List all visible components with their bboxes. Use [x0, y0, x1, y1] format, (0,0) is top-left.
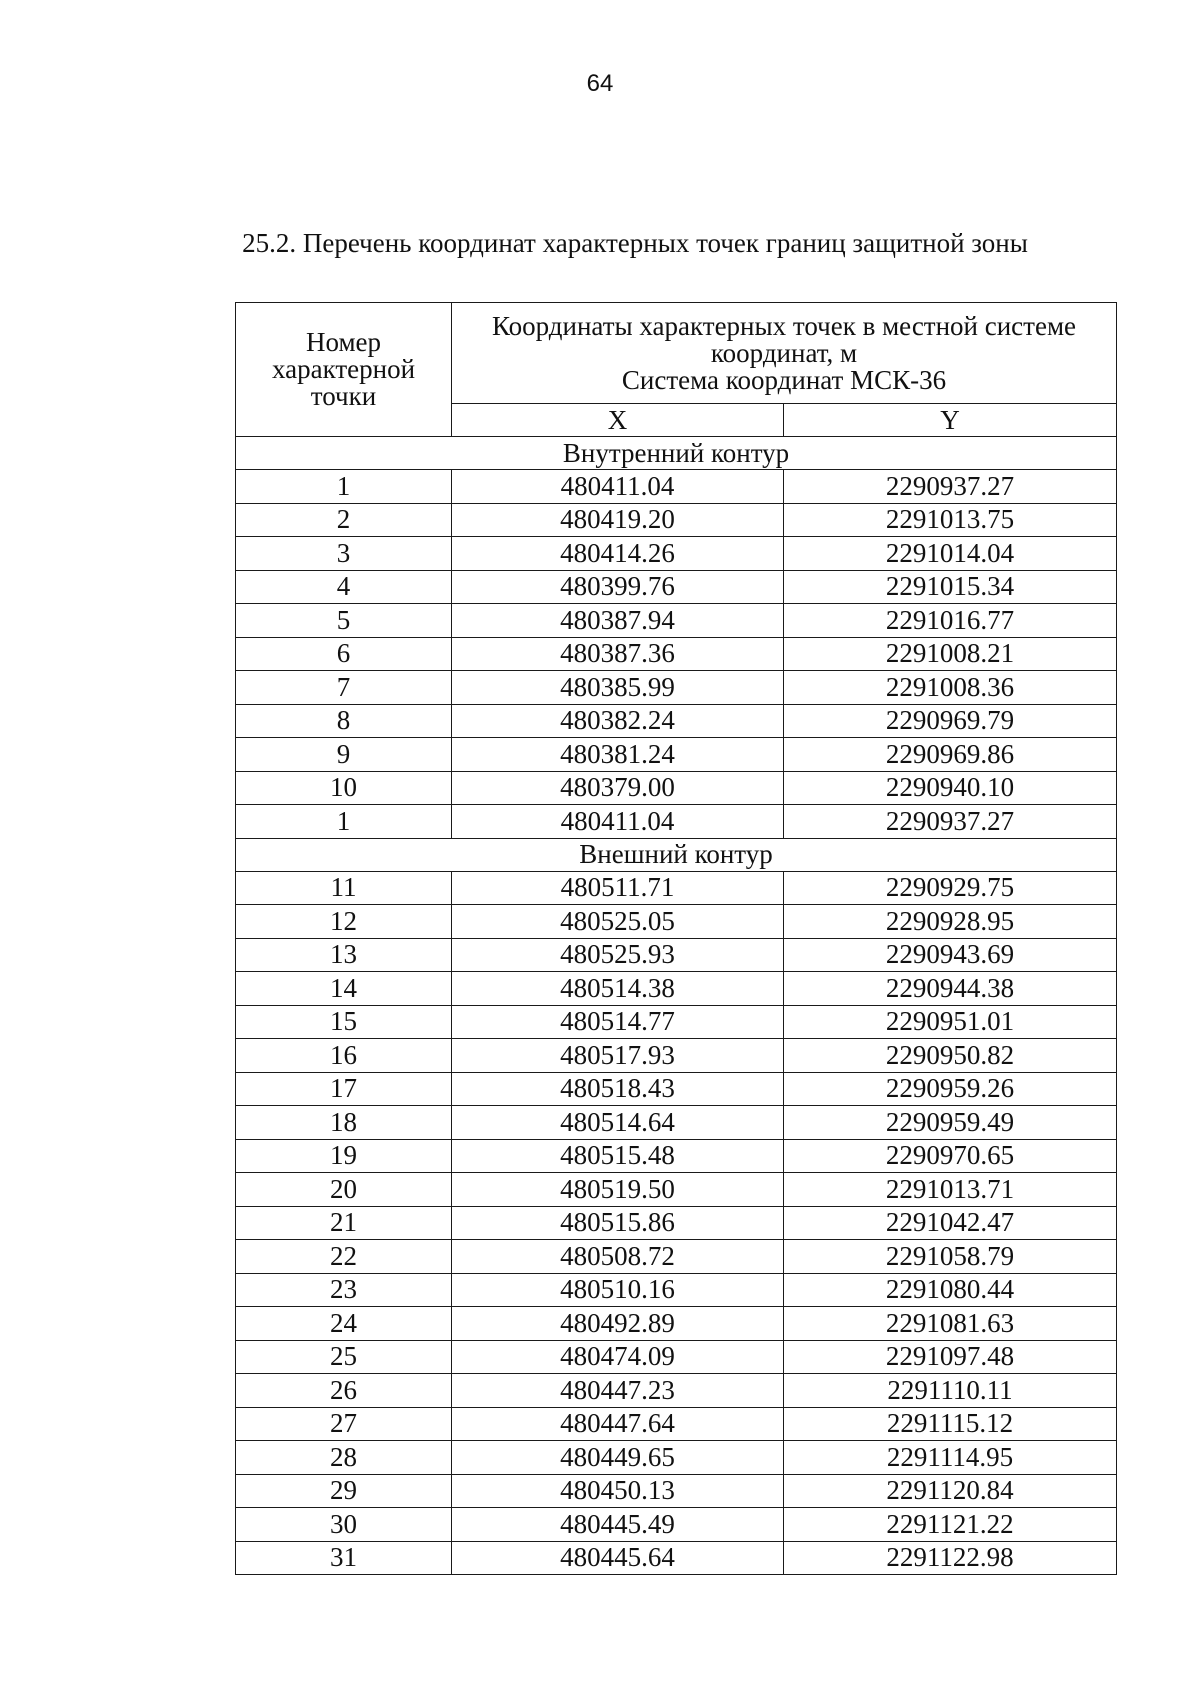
table-row	[236, 972, 1117, 1006]
cell-point-number: 14	[236, 972, 452, 1006]
cell-y: 2290969.79	[784, 704, 1117, 738]
cell-x: 480525.93	[452, 938, 784, 972]
table-row	[236, 604, 1117, 638]
cell-y: 2290937.27	[784, 805, 1117, 839]
cell-point-number: 17	[236, 1072, 452, 1106]
cell-point-number: 24	[236, 1307, 452, 1341]
cell-x: 480411.04	[452, 805, 784, 839]
cell-x: 480445.64	[452, 1541, 784, 1575]
cell-x: 480515.48	[452, 1139, 784, 1173]
table-header	[236, 303, 1117, 437]
cell-x: 480474.09	[452, 1340, 784, 1374]
cell-y: 2291114.95	[784, 1441, 1117, 1475]
cell-point-number: 26	[236, 1374, 452, 1408]
cell-x: 480399.76	[452, 570, 784, 604]
cell-y: 2291115.12	[784, 1407, 1117, 1441]
table-row	[236, 1273, 1117, 1307]
cell-y: 2291081.63	[784, 1307, 1117, 1341]
cell-y: 2291015.34	[784, 570, 1117, 604]
cell-x: 480450.13	[452, 1474, 784, 1508]
cell-y: 2290944.38	[784, 972, 1117, 1006]
table-row	[236, 704, 1117, 738]
cell-x: 480382.24	[452, 704, 784, 738]
cell-y: 2291122.98	[784, 1541, 1117, 1575]
cell-y: 2290959.26	[784, 1072, 1117, 1106]
section-row	[236, 838, 1117, 871]
table-row	[236, 905, 1117, 939]
cell-y: 2291013.75	[784, 503, 1117, 537]
cell-point-number: 27	[236, 1407, 452, 1441]
table-row	[236, 637, 1117, 671]
cell-y: 2291016.77	[784, 604, 1117, 638]
cell-x: 480445.49	[452, 1508, 784, 1542]
table-row	[236, 1508, 1117, 1542]
cell-x: 480419.20	[452, 503, 784, 537]
cell-x: 480387.36	[452, 637, 784, 671]
cell-y: 2291120.84	[784, 1474, 1117, 1508]
cell-point-number: 2	[236, 503, 452, 537]
cell-point-number: 4	[236, 570, 452, 604]
table-row	[236, 938, 1117, 972]
cell-point-number: 10	[236, 771, 452, 805]
cell-y: 2290969.86	[784, 738, 1117, 772]
header-coords-line: Координаты характерных точек в местной системе	[491, 310, 1077, 341]
cell-point-number: 31	[236, 1541, 452, 1575]
cell-point-number: 23	[236, 1273, 452, 1307]
cell-y: 2290959.49	[784, 1106, 1117, 1140]
coordinates-table	[235, 302, 1117, 1575]
cell-y: 2290937.27	[784, 470, 1117, 504]
section-row	[236, 437, 1117, 470]
table-row	[236, 1072, 1117, 1106]
table-row	[236, 1407, 1117, 1441]
cell-y: 2291008.36	[784, 671, 1117, 705]
table-row	[236, 805, 1117, 839]
table-row	[236, 1005, 1117, 1039]
cell-point-number: 11	[236, 871, 452, 905]
cell-x: 480514.64	[452, 1106, 784, 1140]
cell-y: 2290950.82	[784, 1039, 1117, 1073]
cell-point-number: 15	[236, 1005, 452, 1039]
cell-point-number: 8	[236, 704, 452, 738]
section-title: Внутренний контур	[236, 437, 1117, 470]
table-row	[236, 1307, 1117, 1341]
cell-y: 2291097.48	[784, 1340, 1117, 1374]
header-y: Y	[784, 404, 1117, 437]
cell-x: 480517.93	[452, 1039, 784, 1073]
table-row	[236, 1541, 1117, 1575]
cell-point-number: 1	[236, 805, 452, 839]
cell-x: 480381.24	[452, 738, 784, 772]
cell-point-number: 18	[236, 1106, 452, 1140]
header-point-number	[236, 303, 452, 437]
cell-y: 2290970.65	[784, 1139, 1117, 1173]
cell-y: 2291110.11	[784, 1374, 1117, 1408]
header-coordinates	[452, 303, 1117, 404]
table-row	[236, 1441, 1117, 1475]
table-row	[236, 871, 1117, 905]
cell-y: 2291042.47	[784, 1206, 1117, 1240]
cell-point-number: 29	[236, 1474, 452, 1508]
cell-point-number: 25	[236, 1340, 452, 1374]
cell-y: 2291121.22	[784, 1508, 1117, 1542]
cell-point-number: 7	[236, 671, 452, 705]
cell-x: 480411.04	[452, 470, 784, 504]
cell-point-number: 6	[236, 637, 452, 671]
page-number: 64	[586, 70, 614, 97]
cell-x: 480514.77	[452, 1005, 784, 1039]
cell-point-number: 3	[236, 537, 452, 571]
cell-y: 2290940.10	[784, 771, 1117, 805]
cell-point-number: 1	[236, 470, 452, 504]
table-row	[236, 1139, 1117, 1173]
cell-y: 2291008.21	[784, 637, 1117, 671]
header-coords-line: координат, м	[710, 337, 858, 368]
cell-y: 2290929.75	[784, 871, 1117, 905]
table-row	[236, 738, 1117, 772]
cell-x: 480514.38	[452, 972, 784, 1006]
cell-x: 480449.65	[452, 1441, 784, 1475]
cell-y: 2291014.04	[784, 537, 1117, 571]
table-row	[236, 1340, 1117, 1374]
table-row	[236, 537, 1117, 571]
cell-x: 480511.71	[452, 871, 784, 905]
cell-y: 2290951.01	[784, 1005, 1117, 1039]
table-body	[236, 437, 1117, 1575]
cell-point-number: 30	[236, 1508, 452, 1542]
table-row	[236, 503, 1117, 537]
table-row	[236, 1173, 1117, 1207]
cell-x: 480387.94	[452, 604, 784, 638]
cell-x: 480414.26	[452, 537, 784, 571]
cell-point-number: 20	[236, 1173, 452, 1207]
cell-point-number: 9	[236, 738, 452, 772]
cell-x: 480385.99	[452, 671, 784, 705]
cell-point-number: 13	[236, 938, 452, 972]
cell-x: 480518.43	[452, 1072, 784, 1106]
table-row	[236, 1374, 1117, 1408]
table-row	[236, 771, 1117, 805]
cell-point-number: 12	[236, 905, 452, 939]
section-title: Внешний контур	[236, 838, 1117, 871]
header-point-line: характерной	[271, 354, 416, 384]
cell-point-number: 28	[236, 1441, 452, 1475]
cell-point-number: 22	[236, 1240, 452, 1274]
cell-point-number: 16	[236, 1039, 452, 1073]
table-row	[236, 1206, 1117, 1240]
cell-x: 480379.00	[452, 771, 784, 805]
table-row	[236, 671, 1117, 705]
cell-x: 480519.50	[452, 1173, 784, 1207]
cell-x: 480447.23	[452, 1374, 784, 1408]
header-point-line: точки	[310, 381, 377, 411]
table-row	[236, 570, 1117, 604]
header-x: X	[452, 404, 784, 437]
cell-y: 2291013.71	[784, 1173, 1117, 1207]
cell-y: 2291080.44	[784, 1273, 1117, 1307]
document-title: 25.2. Перечень координат характерных точек границ защитной зоны	[242, 228, 1028, 258]
cell-y: 2290943.69	[784, 938, 1117, 972]
cell-y: 2291058.79	[784, 1240, 1117, 1274]
cell-x: 480508.72	[452, 1240, 784, 1274]
cell-x: 480510.16	[452, 1273, 784, 1307]
cell-point-number: 5	[236, 604, 452, 638]
table-row	[236, 1474, 1117, 1508]
cell-x: 480515.86	[452, 1206, 784, 1240]
cell-x: 480447.64	[452, 1407, 784, 1441]
cell-x: 480525.05	[452, 905, 784, 939]
table-row	[236, 1240, 1117, 1274]
cell-point-number: 21	[236, 1206, 452, 1240]
cell-x: 480492.89	[452, 1307, 784, 1341]
header-point-line: Номер	[305, 327, 382, 357]
cell-point-number: 19	[236, 1139, 452, 1173]
cell-y: 2290928.95	[784, 905, 1117, 939]
table-row	[236, 1106, 1117, 1140]
table-row	[236, 1039, 1117, 1073]
table-row	[236, 470, 1117, 504]
header-coords-line: Система координат МСК-36	[621, 364, 947, 395]
